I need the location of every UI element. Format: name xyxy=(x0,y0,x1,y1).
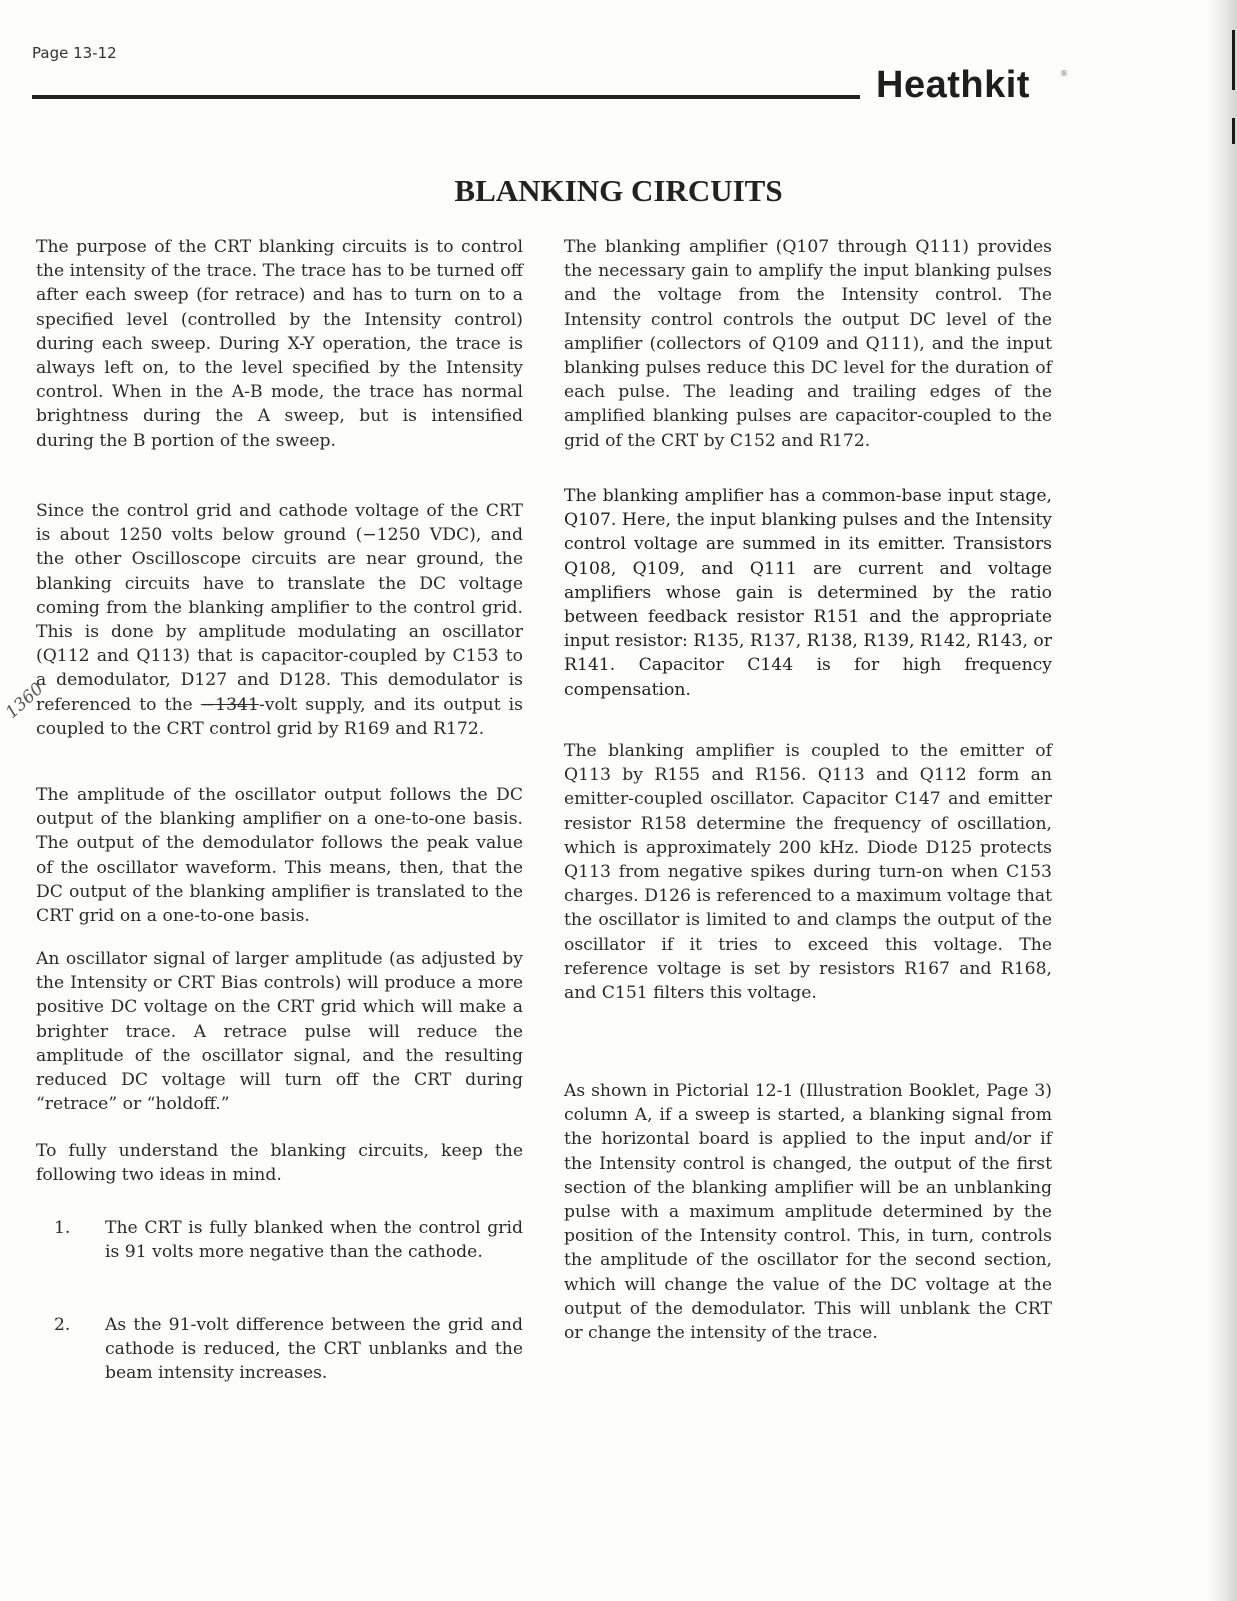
left-paragraph-2 xyxy=(36,499,523,741)
left-paragraph-2-end: -volt supply, and its output is coupled to the CRT control grid by R169 and R172. xyxy=(36,694,523,739)
page-number: Page 13-12 xyxy=(32,44,117,62)
right-paragraph-1: The blanking amplifier (Q107 through Q111) provides the necessary gain to amplify the input blanking pulses and the voltage from the Intensity control. The Intensity control controls the output DC level of the amplifier (collectors of Q109 and Q111), and the input blanking pulses reduce this DC level for the duration of each pulse. The leading and trailing edges of the amplified blanking pulses are capacitor-coupled to the grid of the CRT by C152 and R172. xyxy=(564,237,1052,451)
page-title: BLANKING CIRCUITS xyxy=(454,173,783,208)
list-item-text: The CRT is fully blanked when the control grid is 91 volts more negative than the cathode. xyxy=(105,1218,523,1263)
right-paragraph-4: As shown in Pictorial 12-1 (Illustration Booklet, Page 3) column A, if a sweep is started, a blanking signal from the horizontal board is applied to the input and/or if the Intensity control is changed, the output of the first section of the blanking amplifier will be an unblanking pulse with a maximum amplitude determined by the position of the Intensity control. This, in turn, controls the amplitude of the oscillator for the second section, which will change the value of the DC voltage at the output of the demodulator. This will unblank the CRT or change the intensity of the trace. xyxy=(564,1081,1052,1344)
brand-logo: Heathkit xyxy=(876,64,1030,106)
list-item-text: As the 91-volt difference between the grid and cathode is reduced, the CRT unblanks and the beam intensity increases. xyxy=(105,1315,523,1384)
struck-voltage: −1341 xyxy=(200,694,259,715)
page-edge-mark xyxy=(1232,118,1235,144)
list-item-number: 1. xyxy=(54,1218,71,1238)
header-rule xyxy=(32,95,860,99)
left-paragraph-1: The purpose of the CRT blanking circuits is to control the intensity of the trace. The trace has to be turned off after each sweep (for retrace) and has to turn on to a specified level (controlled by the Intensity control) during each sweep. During X-Y operation, the trace is always left on, to the level specified by the Intensity control. When in the A-B mode, the trace has normal brightness during the A sweep, but is intensified during the B portion of the sweep. xyxy=(36,237,523,451)
left-paragraph-3: The amplitude of the oscillator output follows the DC output of the blanking amplifier on a one-to-one basis. The output of the demodulator follows the peak value of the oscillator waveform. This means, then, that the DC output of the blanking amplifier is translated to the CRT grid on a one-to-one basis. xyxy=(36,785,523,927)
right-paragraph-2: The blanking amplifier has a common-base input stage, Q107. Here, the input blanking pulses and the Intensity control voltage are summed in its emitter. Transistors Q108, Q109, and Q111 are current and voltage amplifiers whose gain is determined by the ratio between feedback resistor R151 and the appropriate input resistor: R135, R137, R138, R139, R142, R143, or R141. Capacitor C144 is for high frequency compensation. xyxy=(564,486,1052,700)
page-edge-shadow xyxy=(1207,0,1237,1601)
left-paragraph-2-start: Since the control grid and cathode voltage of the CRT is about 1250 volts below ground (−1250 VDC), and the other Oscilloscope circuits are near ground, the blanking circuits have to translate the DC voltage coming from the blanking amplifier to the control grid. This is done by amplitude modulating an oscillator (Q112 and Q113) that is capacitor-coupled by C153 to a demodulator, D127 and D128. This demodulator is referenced to the xyxy=(36,501,523,715)
left-paragraph-5: To fully understand the blanking circuits, keep the following two ideas in mind. xyxy=(36,1141,523,1186)
right-paragraph-3: The blanking amplifier is coupled to the emitter of Q113 by R155 and R156. Q113 and Q112 form an emitter-coupled oscillator. Capacitor C147 and emitter resistor R158 determine the frequency of oscillation, which is approximately 200 kHz. Diode D125 protects Q113 from negative spikes during turn-on when C153 charges. D126 is referenced to a maximum voltage that the oscillator is limited to and clamps the output of the oscillator if it tries to exceed this voltage. The reference voltage is set by resistors R167 and R168, and C151 filters this voltage. xyxy=(564,741,1052,1004)
handwritten-correction: 1360 xyxy=(2,679,48,723)
left-paragraph-4: An oscillator signal of larger amplitude (as adjusted by the Intensity or CRT Bias controls) will produce a more positive DC voltage on the CRT grid which will make a brighter trace. A retrace pulse will reduce the amplitude of the oscillator signal, and the resulting reduced DC voltage will turn off the CRT during “retrace” or “holdoff.” xyxy=(36,949,523,1115)
page-edge-mark xyxy=(1232,30,1235,90)
list-item-number: 2. xyxy=(54,1315,71,1335)
registered-mark: ® xyxy=(1060,69,1068,78)
